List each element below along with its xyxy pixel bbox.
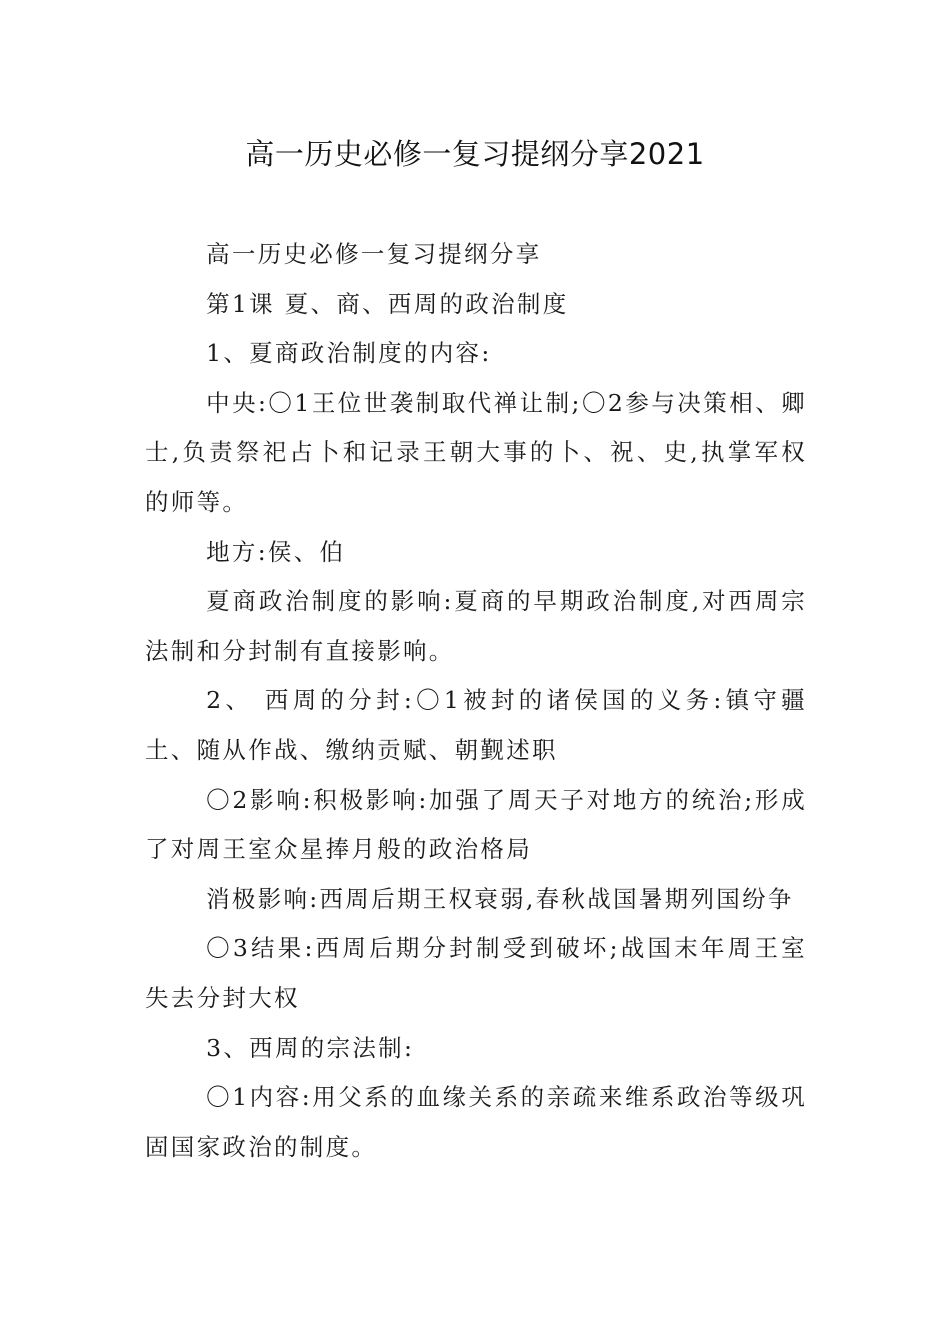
- paragraph-section-1-heading: 1、夏商政治制度的内容:: [206, 339, 492, 368]
- paragraph-feudal-result: 〇3结果:西周后期分封制受到破坏;战国末年周王室失去分封大权: [145, 934, 807, 1012]
- document-body: [145, 230, 807, 1172]
- paragraph-influence: 夏商政治制度的影响:夏商的早期政治制度,对西周宗法制和分封制有直接影响。: [145, 587, 807, 665]
- paragraph-local: 地方:侯、伯: [206, 537, 346, 566]
- paragraph-central: 中央:〇1王位世袭制取代禅让制;〇2参与决策相、卿士,负责祭祀占卜和记录王朝大事的卜、祝、史,执掌军权的师等。: [145, 388, 807, 516]
- paragraph-section-2-feudal: 2、 西周的分封:〇1被封的诸侯国的义务:镇守疆土、随从作战、缴纳贡赋、朝觐述职: [145, 686, 807, 764]
- paragraph-clan-content: 〇1内容:用父系的血缘关系的亲疏来维系政治等级巩固国家政治的制度。: [145, 1083, 807, 1161]
- paragraph-feudal-impact: 〇2影响:积极影响:加强了周天子对地方的统治;形成了对周王室众星捧月般的政治格局: [145, 785, 807, 864]
- document-title: 高一历史必修一复习提纲分享2021: [245, 137, 705, 171]
- paragraph-lesson-heading: 第1课 夏、商、西周的政治制度: [206, 289, 569, 318]
- paragraph-negative-impact: 消极影响:西周后期王权衰弱,春秋战国暑期列国纷争: [206, 884, 794, 913]
- paragraph-subtitle: 高一历史必修一复习提纲分享: [206, 240, 542, 268]
- paragraph-section-3-heading: 3、西周的宗法制:: [206, 1033, 415, 1062]
